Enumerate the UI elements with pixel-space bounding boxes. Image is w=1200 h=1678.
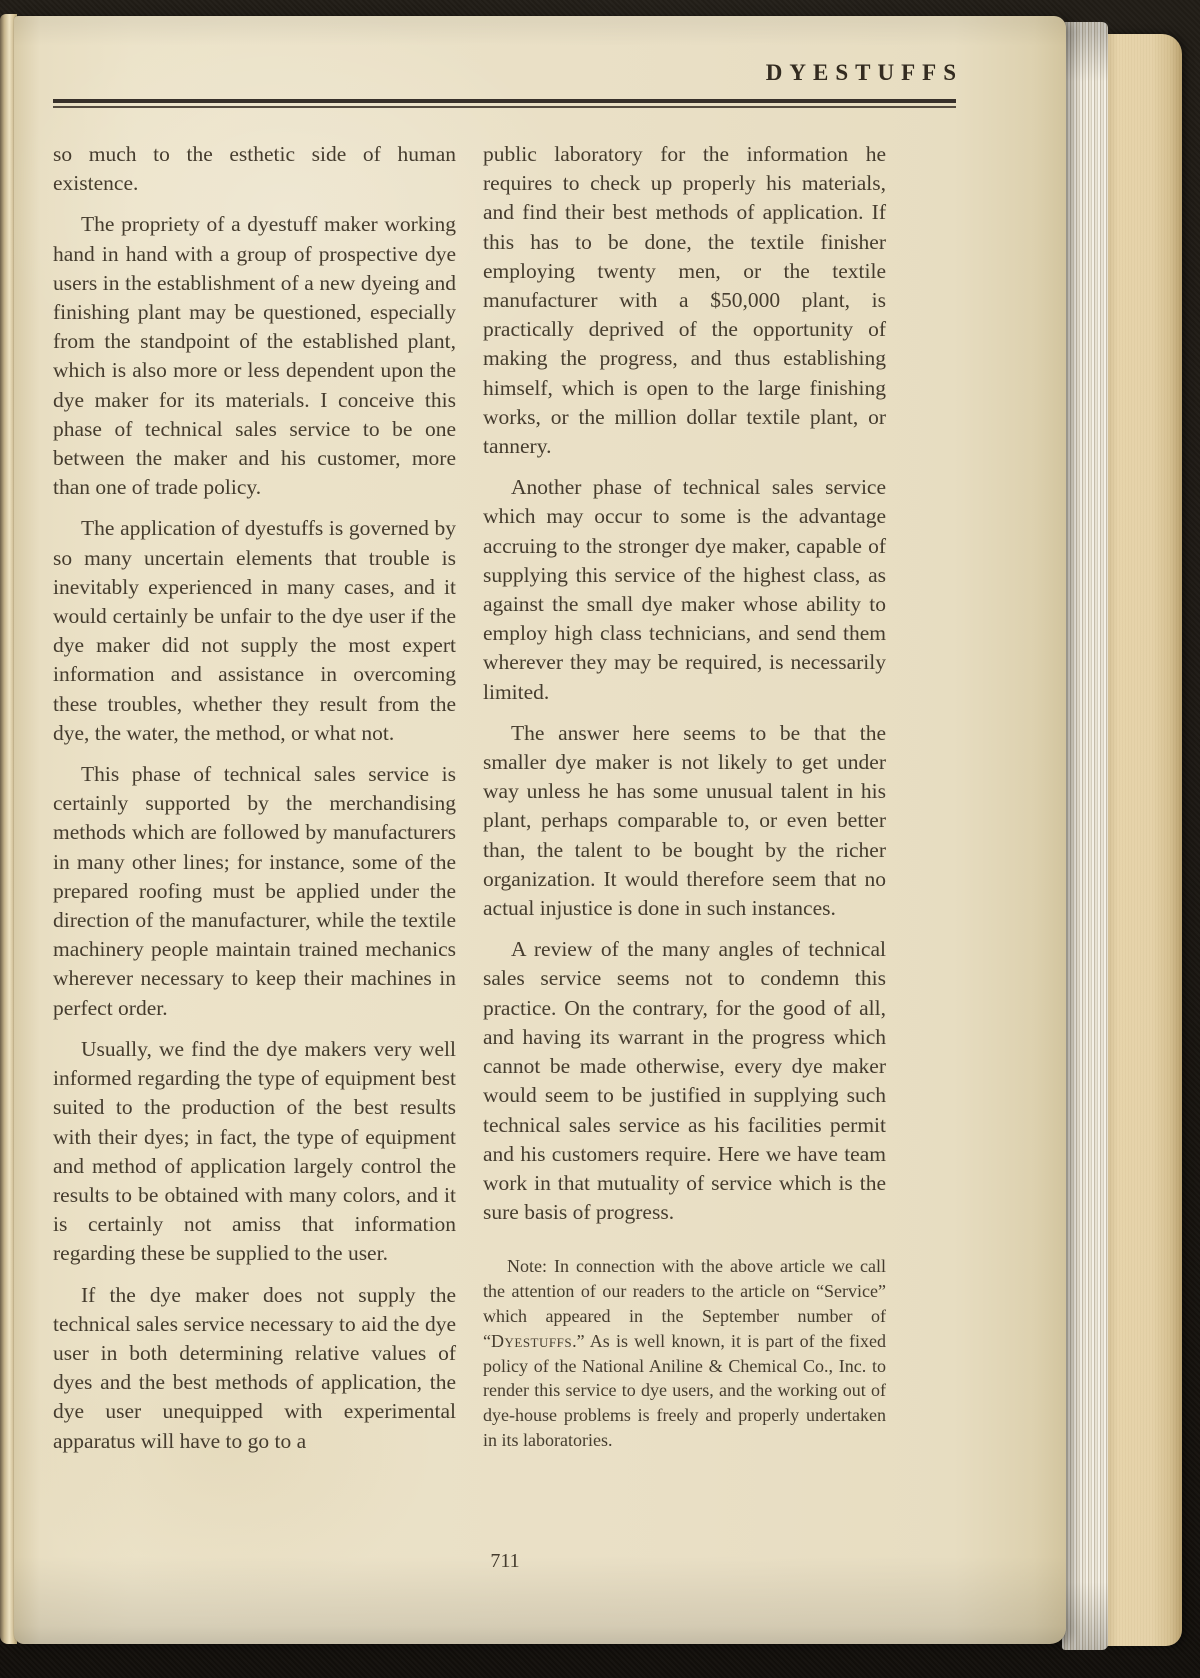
text-columns bbox=[53, 140, 956, 1468]
header-rule-thin bbox=[53, 106, 956, 108]
running-header bbox=[53, 60, 963, 86]
body-paragraph: A review of the many angles of technical sales service seems not to condemn this practice. On the contrary, for the good of all, and having its warrant in the progress which cannot be made otherwise, every dye maker would seem to be justified in supplying such technical sales service as his facilities permit and his customers require. Here we have team work in that mutuality of service which is the sure basis of progress. bbox=[483, 937, 886, 1225]
header-rule-thick bbox=[53, 99, 956, 103]
page-content bbox=[53, 60, 963, 1468]
body-paragraph: The answer here seems to be that the smaller dye maker is not likely to get under way unless he has some unusual talent in his plant, perhaps comparable to, or even better than, the talent to be bought by the richer organization. It would therefore seem that no actual injustice is done in such instances. bbox=[483, 720, 886, 921]
body-paragraph: The application of dyestuffs is governed by so many uncertain elements that trouble is inevitably experienced in many cases, and it would certainly be unfair to the dye user if the dye maker did not supply the most expert information and assistance in overcoming these troubles, whether they result from the dye, the water, the method, or what not. bbox=[53, 516, 456, 745]
body-paragraph: The propriety of a dyestuff maker working hand in hand with a group of prospective dye users in the establishment of a new dyeing and finishing plant may be questioned, especially from the standpoint of the established plant, which is also more or less dependent upon the dye maker for its materials. I conceive this phase of technical sales service to be one between the maker and his customer, more than one of trade policy. bbox=[53, 212, 456, 500]
footnote bbox=[483, 1254, 886, 1452]
magazine-page bbox=[14, 16, 1066, 1644]
body-paragraph: Another phase of technical sales service which may occur to some is the advantage accruing to the stronger dye maker, capable of supplying this service of the highest class, as against the small dye maker whose ability to employ high class technicians, and send them wherever they may be required, is necessarily limited. bbox=[483, 475, 886, 704]
body-paragraph: If the dye maker does not supply the technical sales service necessary to aid the dye user in both determining relative values of dyes and the best methods of application, the dye user unequipped with experimental apparatus will have to go to a bbox=[53, 1282, 456, 1453]
footnote-text: Note: In connection with the above article we call the attention of our readers to the article on “Service” which appeared in the September number of “ bbox=[483, 1256, 886, 1351]
page-stack-fore-edge bbox=[1062, 22, 1108, 1650]
footnote-text-after: .” As is well known, it is part of the fixed policy of the National Aniline & Chemical Co., Inc. to render this service to dye users, and the working out of dye-house problems is freely and properly undertaken in its laboratories. bbox=[483, 1330, 886, 1450]
page-header-title: DYESTUFFS bbox=[765, 60, 963, 85]
body-paragraph: Usually, we find the dye makers very well informed regarding the type of equipment best suited to the production of the best results with their dyes; in fact, the type of equipment and method of application largely control the results to be obtained with many colors, and it is certainly not amiss that information regarding these be supplied to the user. bbox=[53, 1036, 456, 1266]
left-text-column bbox=[53, 140, 456, 1468]
footnote-smallcaps-title: Dyestuffs bbox=[491, 1330, 573, 1351]
body-paragraph: This phase of technical sales service is certainly supported by the merchandising methods which are followed by manufacturers in many other lines; for instance, some of the prepared roofing must be applied under the direction of the manufacturer, while the textile machinery people maintain trained mechanics wherever necessary to keep their machines in perfect order. bbox=[53, 762, 456, 1020]
next-page-leaf bbox=[1104, 34, 1182, 1646]
body-paragraph: public laboratory for the information he requires to check up properly his materials, and find their best methods of application. If this has to be done, the textile finisher employing twenty men, or the textile manufacturer with a $50,000 plant, is practically deprived of the opportunity of making the progress, and thus establishing himself, which is open to the large finishing works, or the million dollar textile plant, or tannery. bbox=[483, 142, 886, 459]
page-number: 711 bbox=[490, 1550, 520, 1572]
body-paragraph: so much to the esthetic side of human existence. bbox=[53, 142, 456, 196]
right-text-column bbox=[483, 140, 886, 1468]
